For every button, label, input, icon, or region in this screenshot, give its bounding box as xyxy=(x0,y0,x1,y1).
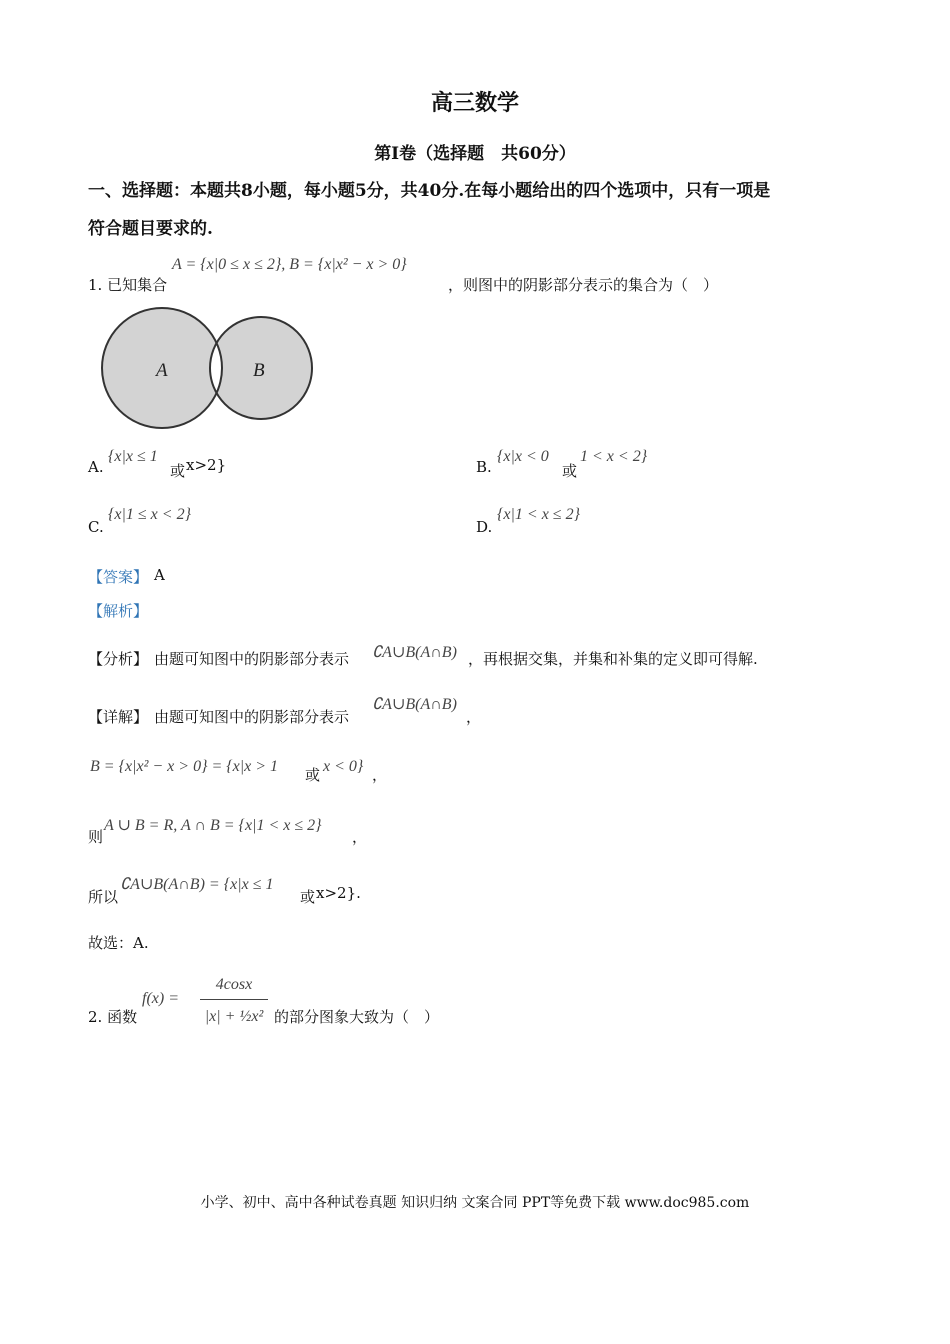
step2-math: A ∪ B = R, A ∩ B = {x|1 < x ≤ 2} xyxy=(104,817,322,834)
q1-suffix: ，则图中的阴影部分表示的集合为（ ） xyxy=(448,276,719,294)
venn-diagram xyxy=(96,305,321,430)
fenxi-text-pre: 由题可知图中的阴影部分表示 xyxy=(154,650,350,668)
analysis-tag: 【解析】 xyxy=(88,602,149,620)
q2-math-lhs: f(x) = xyxy=(142,990,179,1007)
step2-end: ， xyxy=(352,828,368,846)
option-c-math: {x|1 ≤ x < 2} xyxy=(108,506,191,523)
option-a-tail: x>2} xyxy=(186,456,227,474)
section-header-line1: 一、选择题：本题共8小题，每小题5分，共40分.在每小题给出的四个选项中，只有一项是 xyxy=(88,181,771,201)
q1-sets-math: A = {x|0 ≤ x ≤ 2}, B = {x|x² − x > 0} xyxy=(172,256,407,273)
xiangjie-text-pre: 由题可知图中的阴影部分表示 xyxy=(154,708,350,726)
option-b-or: 或 xyxy=(562,462,578,480)
option-d-math: {x|1 < x ≤ 2} xyxy=(497,506,580,523)
step1-or: 或 xyxy=(305,766,321,784)
option-c-label: C. xyxy=(88,518,104,536)
xiangjie-text-post: ， xyxy=(466,708,482,726)
section-header-line2: 符合题目要求的. xyxy=(88,219,213,239)
step1-tail: x < 0} xyxy=(323,758,364,775)
q2-suffix: 的部分图象大致为（ ） xyxy=(274,1008,440,1026)
fenxi-text-post: ，再根据交集，并集和补集的定义即可得解. xyxy=(468,650,758,668)
fenxi-tag: 【分析】 xyxy=(88,650,149,668)
step3-math: ∁A∪B(A∩B) = {x|x ≤ 1 xyxy=(120,876,274,893)
fenxi-math: ∁A∪B(A∩B) xyxy=(372,644,457,661)
venn-label-a: A xyxy=(156,360,168,381)
step3-pre: 所以 xyxy=(88,888,119,906)
xiangjie-tag: 【详解】 xyxy=(88,708,149,726)
step3-tail: x>2}. xyxy=(316,884,361,902)
q2-denominator: |x| + ½x² xyxy=(204,1008,264,1025)
option-a-or: 或 xyxy=(170,462,186,480)
q2-fraction-bar xyxy=(200,999,268,1000)
page-title: 高三数学 xyxy=(430,90,519,116)
answer-tag: 【答案】 xyxy=(88,568,149,586)
option-a-label: A. xyxy=(88,458,104,476)
q2-numerator: 4cosx xyxy=(215,976,253,993)
step2-pre: 则 xyxy=(88,828,104,846)
option-b-label: B. xyxy=(476,458,492,476)
q1-prefix: 1. 已知集合 xyxy=(88,276,168,294)
answer-value: A xyxy=(154,566,165,584)
conclusion: 故选：A. xyxy=(88,934,149,952)
option-b-tail: 1 < x < 2} xyxy=(580,448,648,465)
section-subtitle: 第I卷（选择题 共60分） xyxy=(374,144,576,164)
venn-label-b: B xyxy=(253,360,265,381)
step1-math: B = {x|x² − x > 0} = {x|x > 1 xyxy=(90,758,279,775)
option-a-math: {x|x ≤ 1 xyxy=(108,448,158,465)
xiangjie-math: ∁A∪B(A∩B) xyxy=(372,696,457,713)
option-d-label: D. xyxy=(476,518,493,536)
step3-or: 或 xyxy=(300,888,316,906)
step1-end: ， xyxy=(372,766,388,784)
page-footer: 小学、初中、高中各种试卷真题 知识归纳 文案合同 PPT等免费下载 www.doc985.com xyxy=(200,1195,750,1211)
option-b-math: {x|x < 0 xyxy=(497,448,549,465)
q2-prefix: 2. 函数 xyxy=(88,1008,138,1026)
